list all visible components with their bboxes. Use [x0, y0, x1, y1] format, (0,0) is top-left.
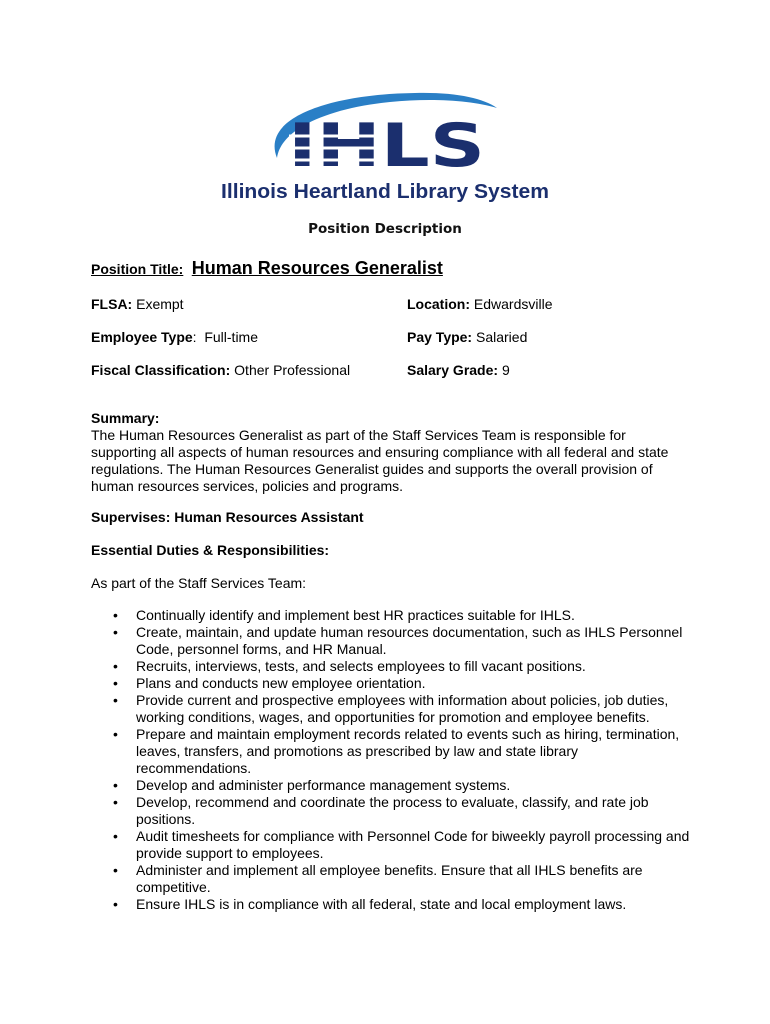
bullet-icon: • — [113, 862, 118, 878]
bullet-icon: • — [113, 692, 118, 708]
ihls-logo — [215, 88, 555, 208]
duty-item — [91, 624, 691, 658]
flsa-field — [91, 296, 184, 312]
salary-grade-label: Salary Grade: — [407, 362, 499, 378]
flsa-label: FLSA: — [91, 296, 133, 312]
pay-type-label: Pay Type: — [407, 329, 473, 345]
summary-heading: Summary: — [91, 410, 160, 426]
duty-item — [91, 896, 691, 913]
employee-type-field — [91, 329, 258, 345]
employee-type-label: Employee Type — [91, 329, 193, 345]
bullet-icon: • — [113, 607, 118, 623]
document-heading: Position Description — [308, 221, 462, 237]
summary-text: The Human Resources Generalist as part of the Staff Services Team is responsible for supporting all aspects of human resources and ensuring compliance with all federal and state regulations. The Human Resources Generalist guides and supports the overall provision of human resources services, policies and programs. — [91, 427, 669, 494]
duties-list — [91, 607, 691, 913]
duty-text: Provide current and prospective employees with information about policies, job duties, working conditions, wages, and opportunities for promotion and employee benefits. — [136, 692, 669, 725]
duties-heading: Essential Duties & Responsibilities: — [91, 542, 330, 558]
fiscal-classification-field — [91, 362, 350, 378]
position-title-row — [91, 258, 443, 279]
logo-wordmark: IHLS — [288, 111, 485, 181]
bullet-icon: • — [113, 658, 118, 674]
bullet-icon: • — [113, 828, 118, 844]
employee-type-value: : Full-time — [192, 329, 259, 345]
duty-item — [91, 658, 691, 675]
duty-text: Prepare and maintain employment records related to events such as hiring, termination, leaves, transfers, and promotions as prescribed by law and state library recommendations. — [136, 726, 680, 776]
duty-text: Administer and implement all employee benefits. Ensure that all IHLS benefits are competitive. — [136, 862, 643, 895]
duties-intro: As part of the Staff Services Team: — [91, 575, 307, 591]
duty-item — [91, 828, 691, 862]
bullet-icon: • — [113, 624, 118, 640]
supervises-line: Supervises: Human Resources Assistant — [91, 509, 364, 525]
duty-item — [91, 607, 691, 624]
duty-text: Develop and administer performance management systems. — [136, 777, 511, 793]
duty-item — [91, 794, 691, 828]
pay-type-value: Salaried — [476, 329, 528, 345]
bullet-icon: • — [113, 896, 118, 912]
fiscal-classification-value: Other Professional — [234, 362, 351, 378]
position-title-label: Position Title: — [91, 261, 184, 277]
duty-item — [91, 726, 691, 777]
duty-text: Create, maintain, and update human resources documentation, such as IHLS Personnel Code, personnel forms, and HR Manual. — [136, 624, 683, 657]
bullet-icon: • — [113, 675, 118, 691]
flsa-value: Exempt — [136, 296, 184, 312]
salary-grade-field — [407, 362, 510, 378]
duty-text: Continually identify and implement best HR practices suitable for IHLS. — [136, 607, 575, 623]
location-label: Location: — [407, 296, 470, 312]
duty-item — [91, 862, 691, 896]
bullet-icon: • — [113, 726, 118, 742]
duty-text: Develop, recommend and coordinate the process to evaluate, classify, and rate job positions. — [136, 794, 649, 827]
duty-item — [91, 777, 691, 794]
pay-type-field — [407, 329, 527, 345]
fiscal-classification-label: Fiscal Classification: — [91, 362, 231, 378]
duty-text: Ensure IHLS is in compliance with all federal, state and local employment laws. — [136, 896, 627, 912]
location-field — [407, 296, 552, 312]
salary-grade-value: 9 — [501, 362, 510, 378]
bullet-icon: • — [113, 794, 118, 810]
duty-text: Plans and conducts new employee orientation. — [136, 675, 426, 691]
position-title-value: Human Resources Generalist — [191, 258, 443, 278]
logo-org-name: Illinois Heartland Library System — [221, 181, 549, 203]
duty-text: Recruits, interviews, tests, and selects employees to fill vacant positions. — [136, 658, 586, 674]
duty-item — [91, 675, 691, 692]
duty-text: Audit timesheets for compliance with Personnel Code for biweekly payroll processing and provide support to employees. — [136, 828, 690, 861]
bullet-icon: • — [113, 777, 118, 793]
location-value: Edwardsville — [473, 296, 553, 312]
duty-item — [91, 692, 691, 726]
